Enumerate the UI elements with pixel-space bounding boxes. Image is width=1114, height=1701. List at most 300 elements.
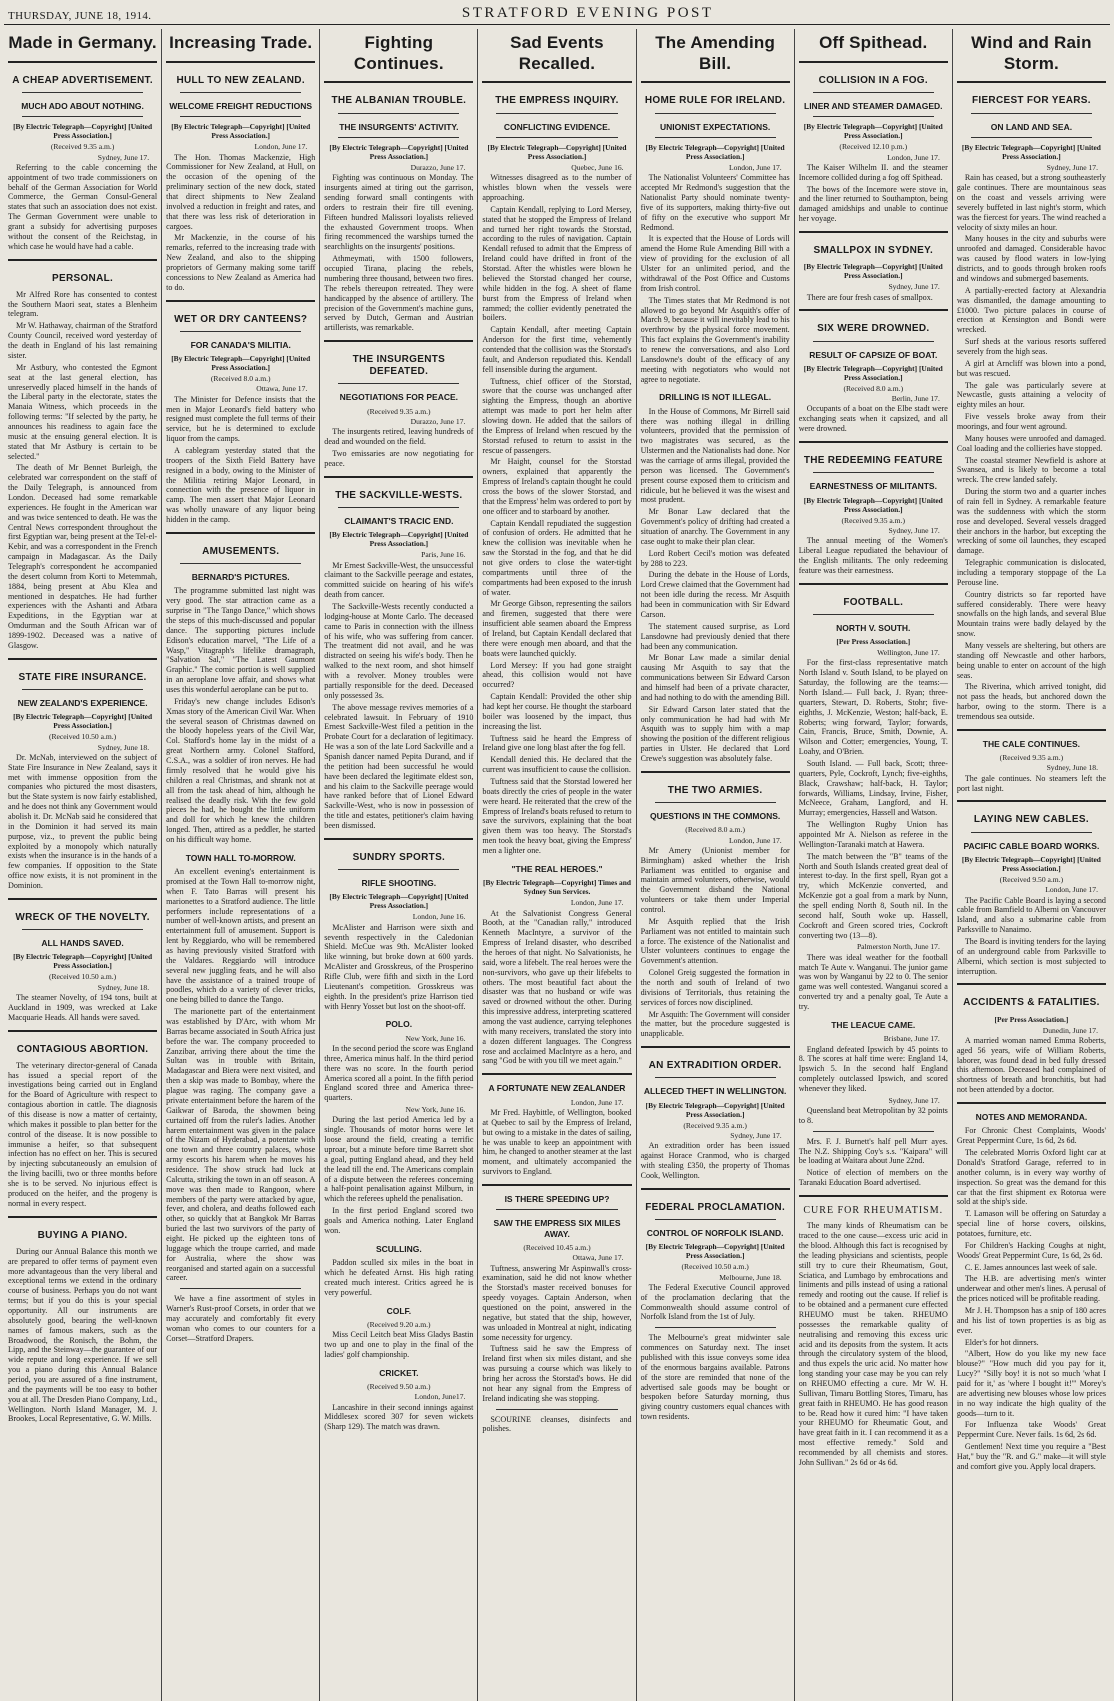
paragraph: Mr Amery (Unionist member for Birmingham) asked whether the Irish Parliament was entitled to organise and maintain armed volunteers, otherwise, would the Government disband the National volunteers or take them under Imperial control. — [640, 845, 790, 915]
subhead: NOTES AND MEMORANDA. — [975, 1112, 1088, 1123]
subhead: POLO. — [385, 1019, 413, 1030]
divider — [957, 729, 1106, 731]
paragraph: Fighting was continuous on Monday. The insurgents aimed at tiring out the garrison, sending forward small contingents with orders to restrain their fire till evening. Fifteen hundred Malissori loyalists relieved the exhausted Government troops. When firing recommenced the warships turned the searchlights on the insurgents' positions. — [324, 173, 474, 252]
divider — [180, 331, 301, 332]
credit-line: [By Electric Telegraph—Copyright] [United Press Association.] — [803, 122, 943, 141]
dateline: Palmerston North, June 17. — [856, 942, 940, 952]
paragraph: Witnesses disagreed as to the number of whistles blown when the vessels were approaching. — [482, 173, 632, 203]
paragraph: Occupants of a boat on the Elbe stadt were exchanging seats when it capsized, and all were drowned. — [798, 404, 948, 434]
subhead: ALLECED THEFT IN WELLINGTON. — [643, 1086, 787, 1097]
credit-line: [By Electric Telegraph—Copyright] [United Press Association.] — [645, 1242, 785, 1261]
paragraph: Sir Edward Carson later stated that the only communication he had had with Mr Asquith was to supply him with a map showing the position of the different religious parties in Ulster. He declared that Lord Crewe's suggestion was absolutely false. — [640, 704, 790, 763]
divider — [482, 81, 631, 83]
subhead: NEGOTIATIONS FOR PEACE. — [339, 392, 459, 403]
paragraph: Tuftness said he heard the Empress of Ireland give one long blast after the fog fell. — [482, 733, 632, 753]
subhead: THE CALE CONTINUES. — [982, 738, 1081, 749]
paragraph: England defeated Ipswich by 45 points to 8. The scores at half time were: England 14, Ipswich 5. In the second half England completely outclassed Ipswich, and scored whenever they liked. — [798, 1044, 948, 1093]
divider — [799, 583, 948, 585]
subhead: ALL HANDS SAVED. — [41, 938, 124, 949]
divider — [180, 92, 301, 93]
paragraph: It is expected that the House of Lords will amend the Home Rule Amending Bill with a view of providing for the exclusion of all Ulster for an unlimited period, and the withdrawal of the Post Office and Customs from Irish control. — [640, 234, 790, 293]
subhead: BERNARD'S PICTURES. — [191, 572, 290, 583]
headline: Wind and Rain Storm. — [971, 33, 1092, 73]
subhead: HOME RULE FOR IRELAND. — [644, 95, 786, 107]
divider — [655, 1219, 776, 1220]
dateline: London, June 16. — [412, 912, 466, 922]
paragraph: Notice of election of members on the Taranaki Education Board advertised. — [798, 1168, 948, 1188]
column-made-in-germany — [4, 29, 162, 1701]
paragraph: The coastal steamer Newfield is ashore at Swansea, and is likely to become a total wreck. The crew landed safely. — [956, 455, 1106, 485]
subhead: COLLISION IN A FOG. — [818, 74, 928, 86]
subhead: CONTAGIOUS ABORTION. — [16, 1043, 149, 1055]
subhead: BUYING A PIANO. — [37, 1229, 128, 1241]
dateline: Quebec, June 16. — [571, 163, 624, 173]
dateline: Durazzo, June 17. — [410, 417, 466, 427]
paragraph: The programme submitted last night was very good. The star attraction came as a surprise in "The Tango Dance," which shows the steps of this much-discussed and popular dance. The supporting pictures include Edison's education marvel, "The Life of a Wasp," Vitagraph's lifelike dramagraph, "Salvation Sal," "The Latest Gaumont Graphic." The comic portion is well supplied in an aeroplane love affair, and shows what uses this wonderful aeroplane can be put to. — [166, 586, 316, 695]
subhead: THE SACKVILLE-WESTS. — [335, 489, 463, 501]
subhead: THE TWO ARMIES. — [667, 784, 763, 796]
paragraph: Tuftness said that the Storstad lowered her boats directly the cries of people in the water were heard. He reiterated that the crew of the Empress of Ireland's boats refused to return to save the survivors, explaining that the boat given them was too heavy. The Storstad's men took the heavy boat, giving the Empress' men a lighter one. — [482, 777, 632, 856]
divider — [180, 116, 301, 117]
subhead: SIX WERE DROWNED. — [817, 323, 930, 335]
paragraph: Mr W. Hathaway, chairman of the Stratford County Council, received word yesterday of the death in England of his last remaining sister. — [8, 321, 158, 360]
paragraph: Captain Kendall, replying to Lord Mersey, stated that he stopped the Empress of Ireland and turned her right towards the Storstad, according to the rules of navigation. Captain Kendall refused to admit that the Empress of Ireland could have drifted in front of the Storstad. After the whistles were blown he believed the Storstad changed her course, while hidden in the fog. A sheet of flame burst from the Empress of Ireland when rammed; the collier evidently penetrated the boilers. — [482, 204, 632, 323]
divider — [22, 92, 143, 93]
received-line: (Received 10.50 a.m.) — [48, 972, 117, 982]
paragraph: There are four fresh cases of smallpox. — [806, 292, 933, 302]
paragraph: During the debate in the House of Lords, Lord Crewe claimed that the Government had not been idle during the recess. Mr Asquith had been in communication with Sir Edward Carson. — [640, 570, 790, 619]
received-line: (Received 9.35 a.m.) — [999, 753, 1064, 763]
paragraph: The Kaiser Wilhelm II. and the steamer Incemore collided during a fog off Spithead. — [798, 162, 948, 182]
divider — [655, 802, 776, 803]
paragraph: Many vessels are sheltering, but others are standing off Newcastle and other harbors, being unable to enter on account of the high seas. — [956, 641, 1106, 680]
divider — [957, 983, 1106, 985]
subhead: WET OR DRY CANTEENS? — [174, 313, 308, 325]
divider — [8, 1030, 157, 1032]
paragraph: In the first period England scored two goals and America nothing. Later England won. — [324, 1206, 474, 1235]
subhead: PACIFIC CABLE BOARD WORKS. — [963, 840, 1100, 851]
paragraph: Mr J. H. Thompson has a snip of 180 acres and his list of town properties is as big as ever. — [956, 1306, 1106, 1335]
dateline: Brisbane, June 17. — [883, 1034, 940, 1044]
credit-line: [By Electric Telegraph—Copyright] Times and Sydney Sun Services. — [483, 878, 631, 897]
paragraph: Mr Bonar Law made a similar denial causing Mr Asquith to say that the communications between Sir Edward Carson and himself had been of a private character, and had nothing to do with the amending Bill. — [640, 653, 790, 702]
subhead: NEW ZEALAND'S EXPERIENCE. — [17, 697, 148, 708]
divider — [799, 61, 948, 63]
credit-line: [By Electric Telegraph—Copyright] [United Press Association.] — [803, 495, 943, 514]
paragraph: Friday's new change includes Edison's Xmas story of the American Civil War. When the several season of Christmas dawned on the bloody hopeless years of the Civil War, Col. Stafford's home lay in the midst of a great Northern army. Colonel Stafford, C.S.A., was a soldier of iron nerves. He had firmly resolved that he would give his children a real Christmas, and shrank not at all from the task ahead of him, although he realised the deadly risk. With the few gold pieces he had, he bought the little uniform and doll for which he knew the children longed. Then, attired as a peddler, he started on his difficult way home. — [166, 696, 316, 844]
paragraph: Colonel Greig suggested the formation in the north and south of Ireland of two divisions of Territorials, thus retaining the services of forces now disciplined. — [640, 968, 790, 1007]
dateline: Dunedin, June 17. — [1042, 1025, 1098, 1035]
paragraph: South Island. — Full back, Scott; three-quarters, Pyle, Cockroft, Lynch; five-eighths, Black, Crawshaw; half-back, H. Taylor; forwards, Williams, Lindsay, Irvine, Fisher, McNeece, Graham, Langford, and H. Murray; emergencies, Hassell and Watson. — [798, 759, 948, 818]
divider — [655, 1327, 776, 1328]
paragraph: Miss Cecil Leitch beat Miss Gladys Bastin two up and one to play in the final of the ladies' golf championship. — [324, 1330, 474, 1359]
divider — [799, 441, 948, 443]
divider — [180, 563, 301, 564]
subhead: CONTROL OF NORFOLK ISLAND. — [646, 1227, 784, 1238]
paragraph: The Sackville-Wests recently conducted a lodging-house at Monte Carlo. The deceased came to Paris in connection with the illness of his wife, who was suffering from cancer. The treatment did not avail, and he was distracted on seeing his wife's body. Then he walked to the next room, and shot himself with a revolver. Money troubles were partially responsible for the deed. Deceased only possessed 3s. — [324, 602, 474, 700]
headline: Fighting Continues. — [353, 33, 444, 73]
divider — [813, 92, 934, 93]
divider — [22, 689, 143, 690]
paragraph: Many houses were unroofed and damaged. Coal loading and the collieries have stopped. — [956, 433, 1106, 453]
paragraph: The Minister for Defence insists that the men in Major Leonard's field battery who resigned must complete the full terms of their service, but he is determined to exclude liquor from the camps. — [166, 394, 316, 444]
received-line: (Received 12.10 p.m.) — [839, 142, 908, 152]
subhead: ACCIDENTS & FATALITIES. — [963, 997, 1100, 1009]
paragraph: The Pacific Cable Board is laying a second cable from Bamfield to Alberni on Vancouver Island, and also a submarine cable from Parksville to Nanaimo. — [956, 895, 1106, 935]
paragraph: The bows of the Incemore were stove in, and the liner returned to Southampton, being damaged amidships and unable to continue her voyage. — [798, 184, 948, 224]
paragraph: The Wellington Rugby Union has appointed Mr A. Nielson as referee in the Wellington-Taranaki match at Hawera. — [798, 820, 948, 849]
divider — [971, 137, 1092, 138]
paragraph: The annual meeting of the Women's Liberal League repudiated the behaviour of the English militants. The only redeeming feature was their earnestness. — [798, 536, 948, 575]
paragraph: T. Lamason will be offering on Saturday a special line of horse covers, oilskins, potatoes, furniture, etc. — [956, 1209, 1106, 1239]
subhead: DRILLING IS NOT ILLEGAL. — [659, 392, 772, 403]
paragraph: The gale continues. No steamers left the port last night. — [956, 773, 1106, 793]
credit-line: [By Electric Telegraph—Copyright] [United Press Association.] — [803, 262, 943, 281]
paragraph: The celebrated Morris Oxford light car at Donald's Stratford Garage, referred to in another column, is in every way worthy of inspection. So great was the demand for this car that the first shipment ex Rotorua were sold at the ship's side. — [956, 1148, 1106, 1207]
dateline: New York, June 16. — [405, 1033, 466, 1043]
paragraph: At the Salvationist Congress General Booth, at the "Canadian rally," introduced Kenneth MacIntyre, a survivor of the Empress of Ireland disaster, who described the heroes of that night. No Salvationists, he said, wore a lifebelt. The real heroes were the non-survivors, who gave up their lifebelts to others. The most beautiful fact about the disaster was that no husband or wife was saved or drowned without the other. During this impressive address, interpreting scattered among the vast audience, carrying telephones with many receivers, translated the story into a dozen different languages. The Congress rose and acclaimed MacIntyre as a hero, and sang "God be with you till we meet again." — [482, 908, 632, 1066]
dateline: Ottawa, June 17. — [256, 384, 308, 394]
received-line: (Received 10.50 a.m.) — [48, 732, 117, 742]
divider — [799, 1195, 948, 1197]
paragraph: The H.B. are advertising men's winter underwear and other men's lines. A perusal of the prices noticed will be profitable reading. — [956, 1274, 1106, 1304]
subhead: RIFLE SHOOTING. — [361, 878, 437, 888]
divider — [957, 1102, 1106, 1104]
paragraph: The Hon. Thomas Mackenzie, High Commissioner for New Zealand, at Hull, on the occasion of the opening of the preliminary section of the new dock, stated that direct shipments to New Zealand involved a reduction in freight and rates, and that there was less risk of deterioration in cargoes. — [166, 152, 316, 231]
dateline: London, June 17. — [1045, 885, 1098, 895]
column-amending-bill — [637, 29, 795, 1701]
paragraph: A girl at Arncliff was blown into a pond, but was rescued. — [956, 358, 1106, 378]
divider — [22, 929, 143, 930]
dateline: London, June 17. — [728, 835, 782, 845]
paragraph: Lancashire in their second innings against Middlesex scored 307 for seven wickets (Sharp 129). The match was drawn. — [324, 1402, 474, 1432]
subhead: AMUSEMENTS. — [202, 545, 280, 557]
dateline: New York, June 16. — [405, 1105, 466, 1115]
masthead-date: THURSDAY, JUNE 18, 1914. — [8, 10, 152, 22]
dateline: London, June 17. — [887, 152, 940, 162]
paragraph: We have a fine assortment of styles in Warner's Rust-proof Corsets, in order that we may accurately and comfortably fit every woman who comes to our counters for a Corset—Stratford Drapers. — [166, 1294, 316, 1343]
subhead: THE REDEEMING FEATURE — [803, 455, 943, 467]
subhead: TOWN HALL TO-MORROW. — [185, 852, 296, 863]
divider — [8, 898, 157, 900]
subhead: RESULT OF CAPSIZE OF BOAT. — [809, 349, 938, 360]
divider — [482, 1184, 631, 1186]
paragraph: Mr Astbury, who contested the Egmont seat at the last general election, has unreservedly placed himself in the hands of the Liberal party in the electorate, states the Manaia Witness, which proceeds in the following terms: "If selected by the party, he announces his readiness to again face the music at the ensuing general election. It is stated that Mr Astbury is certain to be selected." — [8, 362, 158, 461]
paragraph: During the storm two and a quarter inches of rain fell in Sydney. A remarkable feature was the suddenness with which the storm rose and developed. Several vessels dragged their anchors in the harbor, but excepting the wrecking of some oil launches, they escaped damage. — [956, 487, 1106, 556]
subhead: WELCOME FREIGHT REDUCTIONS — [169, 100, 313, 111]
subhead: LINER AND STEAMER DAMAGED. — [804, 100, 943, 111]
received-line: (Received 8.0 a.m.) — [843, 383, 904, 393]
paragraph: Five vessels broke away from their moorings, and four went aground. — [956, 412, 1106, 431]
masthead-title: STRATFORD EVENING POST — [461, 5, 714, 21]
dateline: Sydney, June 17. — [97, 152, 150, 162]
paragraph: For Children's Hacking Coughs at night, Woods' Great Peppermint Cure, 1s 6d, 2s 6d. — [956, 1240, 1106, 1260]
paragraph: Paddon sculled six miles in the boat in which he defeated Arnst. His high rating created much interest. Critics agreed he is very powerful. — [324, 1258, 474, 1297]
dateline: London, June17. — [414, 1392, 466, 1402]
column-off-spithead — [795, 29, 953, 1701]
credit-line: [Per Press Association.] — [836, 637, 911, 647]
divider — [496, 1209, 617, 1210]
divider — [166, 61, 315, 63]
subhead: FOOTBALL. — [843, 596, 904, 608]
dateline: Melbourne, June 18. — [719, 1272, 782, 1282]
subhead: THE INSURGENTS DEFEATED. — [352, 354, 446, 378]
divider — [813, 116, 934, 117]
paragraph: The match between the "B" teams of the North and South Islands created great deal of interest to-day. In the first spell, Ryan got a try, which McKenzie converted, and McKenzie got a goal from a mark by Nunn, the spell ending North 8, South nil. In the second half, South woke up. Hassell, Cockroft and Green scored tries, Cockroft converting two (13—8). — [798, 851, 948, 940]
paragraph: Mr Bonar Law declared that the Government's policy of drifting had created a situation of anarchy. The Government in any case ought to make their plan clear. — [640, 507, 790, 546]
paragraph: The death of Mr Bennet Burleigh, the celebrated war correspondent on the staff of the Daily Telegraph, is announced from London. Deceased had some remarkable experiences. He fought in the American war and was twice sentenced to death. He was the Central News correspondent throughout the first Egyptian war, being present at the Tel-el-Kebir, and was a correspondent in the French campaign in Madagascar. As the Daily Telegraph's correspondent he accompanied the desert column from Korti to Metemmah, 1884, being present at Abu Klea and mentioned in despatches. He had further experiences with the Ashanti and Atbara Expeditions, in the Egyptian war at Omdurman and the South African war of 1899-1902. Deceased was a native of Glasgow. — [8, 463, 158, 650]
divider — [8, 1216, 157, 1218]
credit-line: [By Electric Telegraph—Copyright] [United Press Association.] — [645, 143, 785, 162]
received-line: (Received 9.35 a.m.) — [683, 1120, 747, 1130]
subhead: QUESTIONS IN THE COMMONS. — [649, 811, 781, 821]
divider — [655, 137, 776, 138]
masthead — [4, 0, 1110, 25]
dateline: Ottawa, June 17. — [572, 1253, 624, 1263]
divider — [338, 137, 459, 138]
paragraph: Surf sheds at the various resorts suffered severely from the high seas. — [956, 337, 1106, 356]
dateline: Sydney, June 17. — [730, 1131, 782, 1141]
paragraph: Gentlemen! Next time you require a "Best Hat," buy the "R. and G." make—it will style and comfort give you. Apply local drapers. — [956, 1442, 1106, 1471]
columns — [4, 29, 1110, 1701]
paragraph: Mr Haight, counsel for the Storstad owners, explained that apparently the Empress of Ireland's captain thought he could cross the bows of the slower Storstad, and that the Empress' helm was ordered to port by one officer and to starboard by another. — [482, 457, 632, 516]
subhead: THE INSURGENTS' ACTIVITY. — [339, 121, 459, 132]
subhead: PERSONAL. — [52, 272, 114, 284]
subhead: FEDERAL PROCLAMATION. — [645, 1201, 786, 1213]
divider — [338, 869, 459, 870]
paragraph: In the House of Commons, Mr Birrell said there was nothing illegal in drilling volunteers, provided that the permission of two magistrates was secured, as the Ulstermen and the Nationalists had done. Nor was the carriage of arms illegal, provided the person was licensed. The Government's present course exposed them to criticism and ridicule, but he believed it was the wisest and most prudent. — [640, 406, 790, 505]
paragraph: McAlister and Harrison were sixth and seventh respectively in the Caledonian Shield. McCue was 9th. McAlister looked like winning, but broke down at 600 yards. McAlister and Grosskreus, of the Prosperino Rifle Club, were fifth and sixth in the Lord Lieutenant's competition. Grosskreus was eighth. In the president's prize Harrison tied with Henry Yosset but lost on the shoot-off. — [324, 922, 474, 1011]
divider — [166, 300, 315, 302]
paragraph: A cablegram yesterday stated that the troopers of the Sixth Field Battery have resigned in a body, owing to the Minister of the Militia retiring Major Leonard, in connection with the presence of liquor in camp. The men assert that Major Leonard was wholly unaware of any liquor being hidden in the camp. — [166, 446, 316, 525]
dateline: Sydney, June 17. — [1046, 163, 1098, 173]
subhead: CURE FOR RHEUMATISM. — [803, 1205, 944, 1217]
paragraph: Country districts so far reported have suffered considerably. There were heavy snowfalls on the high lands, and several Blue Mountain trains were badly delayed by the snow. — [956, 589, 1106, 639]
divider — [799, 309, 948, 311]
credit-line: [By Electric Telegraph—Copyright] [United Press Association.] — [329, 892, 469, 911]
divider — [324, 838, 473, 840]
subhead: "THE REAL HEROES." — [511, 863, 603, 874]
subhead: MUCH ADO ABOUT NOTHING. — [21, 100, 144, 111]
received-line: (Received 8.0 a.m.) — [685, 825, 745, 835]
subhead: SAW THE EMPRESS SIX MILES AWAY. — [493, 1218, 621, 1239]
headline: Made in Germany. — [8, 33, 157, 52]
paragraph: Mr Asquith replied that the Irish Parliament was not entitled to maintain such a force. The existence of the Nationalist and Ulster volunteers continues to engage the Government's attention. — [640, 916, 790, 966]
divider — [496, 1409, 617, 1410]
paragraph: An excellent evening's entertainment is promised at the Town Hall to-morrow night, when F. Tato Barras will present his marionettes to a Stratford audience. The little performers include representations of a number of well-known artists, and present an entertainment full of amusement. Support is lent by Reggiardo, who will be remembered as having previously visited Stratford with the Valdares. Reggiardo will introduce several new juggling feats, and he will also have the assistance of a trained troupe of poodles, which do a variety of clever tricks, one being billed to dance the Tango. — [166, 867, 316, 1005]
subhead: THE LEACUE CAME. — [831, 1019, 916, 1030]
subhead: CLAIMANT'S TRACIC END. — [344, 515, 454, 526]
received-line: (Received 9.50 a.m.) — [999, 875, 1064, 885]
dateline: Wellington, June 17. — [877, 648, 940, 658]
divider — [957, 800, 1106, 802]
column-wind-and-rain-storm — [953, 29, 1110, 1701]
paragraph: Referring to the cable concerning the appointment of two trade commissioners on behalf of the German Association for World Commerce, the German Consul-General states that such an association does not exist. The German Government were unable to grant a subsidy for advertising purposes without the consent of the Reichstag, in which case he would have had a cable. — [8, 162, 158, 251]
paragraph: In the second period the score was England three, America minus half. In the third period there was no score. In the fourth period America scored all a point. In the fifth period England scored three and America three-quarters. — [324, 1044, 474, 1103]
subhead: FOR CANADA'S MILITIA. — [190, 339, 291, 350]
subhead: CONFLICTING EVIDENCE. — [503, 121, 611, 132]
column-fighting-continues — [320, 29, 478, 1701]
paragraph: During the last period America led by a single. Thousands of motor horns were let loose around the field, creating a terrific uproar, but a minute before time Barrett shot a goal, putting England ahead, and they held the lead till the end. The Americans complain of a dispute between the referees concerning a half-point penalisation against Milburn, in which the referees upheld the penalisation. — [324, 1115, 474, 1204]
subhead: AN EXTRADITION ORDER. — [648, 1060, 782, 1072]
received-line: (Received 10.50 a.m.) — [681, 1262, 749, 1272]
divider — [22, 116, 143, 117]
paragraph: For Influenza take Woods' Great Peppermint Cure. Never fails. 1s 6d, 2s 6d. — [956, 1420, 1106, 1440]
paragraph: The Riverina, which arrived tonight, did not pass the heads, but anchored down the harbor, owing to the storm. There is a tremendous sea outside. — [956, 682, 1106, 722]
headline: Off Spithead. — [819, 33, 928, 52]
paragraph: The gale was particularly severe at Newcastle, gusts attaining a velocity of eighty miles an hour. — [956, 380, 1106, 410]
divider — [813, 472, 934, 473]
paragraph: The steamer Novelty, of 194 tons, built at Auckland in 1909, was wrecked at Lake Macquarie Heads. All hands were saved. — [8, 992, 158, 1022]
paragraph: "Albert, How do you like my new face blouse?" "How much did you pay for it, Lucy?" "Silly boy! it is not so much 'what I paid for it,' as 'where I bought it!'" Morey's are advertising new blouses whose low prices in no way indicate the high quality of the goods—turn to it. — [956, 1349, 1106, 1418]
column-sad-events-recalled — [478, 29, 636, 1701]
paragraph: The insurgents retired, leaving hundreds of dead and wounded on the field. — [324, 427, 474, 447]
credit-line: [By Electric Telegraph—Copyright] [United Press Association.] — [961, 143, 1101, 162]
paragraph: Captain Kendall, after meeting Captain Anderson for the first time, vehemently contended that the collision was the Storstad's fault, and Anderson repudiated this. Kendall fell insensible during the argument. — [482, 325, 632, 374]
paragraph: A married woman named Emma Roberts, aged 56 years, wife of William Roberts, laborer, was found dead in bed fully dressed this afternoon. Deceased had complained of shortness of breath and bronchitis, but had not been attended by a doctor. — [956, 1035, 1106, 1095]
paragraph: The many kinds of Rheumatism can be traced to the one cause—excess uric acid in the blood. Although this fact is recognised by the leading physicians and scientists, people still try to cure their Rheumatism, Gout, Sciatica, and Lumbago by embrocations and liniments and pills instead of using a rational remedy and rooting out the cause. If relief is to be obtained and a permanent cure effected RHEUMO must be taken. RHEUMO possesses the remarkable quality of neutralising and removing this excess uric acid and its deposits from the system. It acts through the circulatory system of the blood, and thus expels the uric acid. No matter how long standing your case may be you can rely on RHEUMO effecting a cure. Mr W. H. Sullivan, Timaru Bottling Stores, Timaru, has great faith in RHEUMO. He has good reason to be. Read how it cured him: "I have taken your RHEUMO for Rheumatic Gout, and have great faith in it. I can recommend it as a most effective remedy." Sold and recommended by all chemists and stores. John Sullivan." 2s 6d or 4s 6d. — [798, 1221, 948, 1467]
paragraph: For the first-class representative match North Island v. South Island, to be played on Saturday, the following are the teams:—North Island.— Full back, J. Ryan; three-quarters, Stewart, D. Roberts, Stohr; five-eighths, J. McKenzie, Weston; half-back, E. Roberts; wing forward, Taylor; forwards, Cain, Francis, Bruce, Smith, Downie, A. Wilson and Cotter; emergencies, Young, T. Loahy, and O'Brien. — [798, 658, 948, 757]
credit-line: [By Electric Telegraph—Copyright] [United Press Association.] — [171, 122, 311, 141]
subhead: EARNESTNESS OF MILITANTS. — [809, 481, 937, 492]
credit-line: [By Electric Telegraph—Copyright] [United Press Association.] — [13, 122, 153, 141]
divider — [655, 113, 776, 114]
credit-line: [By Electric Telegraph—Copyright] [United Press Association.] — [329, 530, 469, 549]
dateline: Sydney, June 17. — [888, 525, 940, 535]
dateline: London, June 17. — [254, 142, 308, 152]
paragraph: The Board is inviting tenders for the laying of an underground cable from Parksville to Alberni, which section is most subjected to interruption. — [956, 937, 1106, 976]
column-increasing-trade — [162, 29, 320, 1701]
paragraph: Tuftness, answering Mr Aspinwall's cross-examination, said he did not know whether the Storstad's master received bonuses for speedy voyages. Captain Anderson, when questioned on the point, answered in the negative, but stated that the ship, however, was unloaded in Montreal at night, indicating some necessity for urgency. — [482, 1263, 632, 1342]
paragraph: Telegraphic communication is dislocated, including a temporary stoppage of the La Perouse line. — [956, 558, 1106, 587]
paragraph: Two emissaries are now negotiating for peace. — [324, 449, 474, 468]
paragraph: During our Annual Balance this month we are prepared to offer terms of payment even more advantageous than the very liberal and exceptional terms we extend in the ordinary course of business. Perhaps you do not want terms; but if you do this is your special opportunity. All our instruments are absolutely good, bearing the well-known names of famous makers, such as the Broadwood, the Ronisch, the Bohm, the Lipp, and the Steinway—the guarantee of our wide repute and long experience. If we sell you a piano during this Annual Balance period, you are assured of a fine instrument, and the payments will be too easy to bother you at all. The Dresden Piano Company, Ltd., Wellington. North Island Manager, M. J. Brookes, Local Representative, G. W. Mills. — [8, 1246, 158, 1424]
paragraph: SCOURINE cleanses, disinfects and polishes. — [482, 1414, 632, 1434]
subhead: A CHEAP ADVERTISEMENT. — [12, 74, 153, 86]
credit-line: [By Electric Telegraph—Copyright] [United Press Association.] — [645, 1100, 785, 1119]
dateline: Paris, June 16. — [421, 550, 466, 560]
subhead: IS THERE SPEEDING UP? — [504, 1193, 610, 1204]
subhead: FIERCEST FOR YEARS. — [971, 95, 1091, 107]
dateline: Sydney, June 18. — [1046, 763, 1098, 773]
paragraph: Mr Mackenzie, in the course of his remarks, referred to the increasing trade with New Zealand, and also to the shipping proprietors of Germany making some tariff concessions to New Zealand as America had to do. — [166, 233, 316, 292]
subhead: NORTH V. SOUTH. — [836, 622, 911, 633]
paragraph: An extradition order has been issued against Horace Cranmod, who is charged with stealing £350, the property of Thomas Cook, Wellington. — [640, 1141, 790, 1180]
credit-line: [By Electric Telegraph—Copyright] [United Press Association.] — [329, 143, 469, 162]
divider — [971, 113, 1092, 114]
paragraph: Captain Kendall: Provided the other ship had kept her course. He thought the starboard boiler was loosened by the impact, thus increasing the list. — [482, 692, 632, 731]
divider — [324, 81, 473, 83]
paragraph: For Chronic Chest Complaints, Woods' Great Peppermint Cure, 1s 6d, 2s 6d. — [956, 1126, 1106, 1146]
paragraph: Mr Fred. Haybittle, of Wellington, booked at Quebec to sail by the Empress of Ireland, but owing to a mistake in the dates of sailing, he was unable to keep an appointment with him, he changed to another steamer at the last moment, and ultimately accompanied the survivors to England. — [482, 1107, 632, 1177]
paragraph: C. E. James announces last week of sale. — [964, 1262, 1098, 1272]
paragraph: Mr Alfred Rore has consented to contest the Southern Maori seat, states a Blenheim telegram. — [8, 289, 158, 319]
headline: The Amending Bill. — [655, 33, 776, 73]
paragraph: The Nationalist Volunteers' Committee has accepted Mr Redmond's suggestion that the Nationalist Party should nominate twenty-five of its supporters, making thirty-five out of fifty on the executive who support Mr Redmond. — [640, 173, 790, 232]
paragraph: Kendall denied this. He declared that the current was insufficient to cause the collision. — [482, 755, 632, 775]
paragraph: Mr Ernest Sackville-West, the unsuccessful claimant to the Sackville peerage and estates, committed suicide on hearing of his wife's death from cancer. — [324, 560, 474, 600]
paragraph: The statement caused surprise, as Lord Lansdowne had previously denied that there had been any communication. — [640, 621, 790, 651]
received-line: (Received 9.35 a.m.) — [50, 142, 115, 152]
paragraph: Athmeymati, with 1500 followers, occupied Tirana, placing the rebels, numbering three thousand, between two fires. The rebels thereupon retreated. They were handicapped by the absence of artillery. The precision of the Government's machine guns, served by Dutch, German and Austrian artillerists, was remarkable. — [324, 254, 474, 333]
divider — [496, 137, 617, 138]
paragraph: Queensland beat Metropolitan by 32 points to 8. — [798, 1106, 948, 1125]
subhead: LAYING NEW CABLES. — [973, 814, 1089, 826]
paragraph: Lord Robert Cecil's motion was defeated by 288 to 223. — [640, 548, 790, 568]
credit-line: [By Electric Telegraph—Copyright] [United Press Association.] — [487, 143, 627, 162]
headline: Sad Events Recalled. — [510, 33, 604, 73]
subhead: UNIONIST EXPECTATIONS. — [660, 121, 771, 132]
divider — [813, 1131, 934, 1132]
divider — [641, 1046, 790, 1048]
paragraph: Tuftness said he saw the Empress of Ireland first when six miles distant, and she was pursuing a course which was likely to bring her across the Storstad's bows. He did not hear any signal from the Empress of Ireland indicating she was stopping. — [482, 1344, 632, 1403]
divider — [482, 1073, 631, 1075]
subhead: HULL TO NEW ZEALAND. — [176, 74, 305, 86]
divider — [180, 1288, 301, 1289]
divider — [8, 61, 157, 63]
paragraph: The veterinary director-general of Canada has issued a special report of the investigations being carried out in England for the Board of Agriculture with respect to contagious abortion in cattle. The diagnosis of this disease is now a matter of certainty, which makes it possible to plan better for the control of the disease. It is now possible to immunise a heifer, so that subsequent infection has no effect on her. This is secured by injecting subcutaneously an emulsion of the living bacilli, two or three months before she is to be served. No injurious effect is produced on the heifer, and the progeny is normal in every respect. — [8, 1060, 158, 1208]
divider — [813, 614, 934, 615]
dateline: Sydney, June 18. — [97, 982, 150, 992]
subhead: SMALLPOX IN SYDNEY. — [813, 245, 934, 256]
paragraph: Tuftness, chief officer of the Storstad, swore that the course was unchanged after sighting the Empress, though an abortive attempt was made to port her helm after slowing down. He added that the sailors of the Empress of Ireland when rescued by the Storstad refused to return to assist in the rescue of passengers. — [482, 376, 632, 455]
dateline: London, June 17. — [570, 898, 624, 908]
received-line: (Received 9.20 a.m.) — [367, 1319, 431, 1329]
subhead: CRICKET. — [379, 1367, 419, 1378]
divider — [324, 476, 473, 478]
credit-line: [By Electric Telegraph—Copyright] [United Press Association.] — [803, 363, 943, 382]
dateline: Sydney, June 17. — [888, 282, 940, 292]
received-line: (Received 9.35 a.m.) — [841, 515, 905, 525]
dateline: Sydney, June 17. — [888, 1095, 940, 1105]
divider — [641, 771, 790, 773]
divider — [324, 340, 473, 342]
subhead: SCULLING. — [375, 1243, 422, 1254]
credit-line: [By Electric Telegraph—Copyright] [United Press Association.] — [13, 952, 153, 971]
divider — [813, 341, 934, 342]
dateline: London, June 17. — [728, 163, 782, 173]
dateline: Berlin, June 17. — [891, 394, 940, 404]
divider — [8, 259, 157, 261]
divider — [641, 1188, 790, 1190]
subhead: SUNDRY SPORTS. — [352, 851, 446, 863]
paragraph: Lord Mersey: If you had gone straight ahead, this collision would not have occurred? — [482, 660, 632, 690]
received-line: (Received 9.35 a.m.) — [367, 406, 431, 416]
received-line: (Received 10.45 a.m.) — [523, 1243, 591, 1253]
paragraph: The Federal Executive Council approved of the proclamation declaring that the Commonwealth should assume control of Norfolk Island from the 1st of July. — [640, 1282, 790, 1322]
paragraph: The above message revives memories of a celebrated lawsuit. In February of 1910 Ernest Sackville-West filed a petition in the Probate Court for a declaration of legitimacy. He was a son of the late Lord Sackville and a Spanish dancer named Pepita Durand, and if the petition had been successful he would have been declared the legitimate eldest son, and his claim to the Sackville peerage would have ranked before that of Lionel Edward Sackville-West, who is now in possession of the title and estates, petitioner's claim having been dismissed. — [324, 702, 474, 830]
paragraph: A partially-erected factory at Alexandria was dismantled, the damage amounting to £1000. Two picture palaces in course of erection at Kensington and Bondi were wrecked. — [956, 285, 1106, 335]
divider — [799, 231, 948, 233]
subhead: THE ALBANIAN TROUBLE. — [331, 95, 467, 107]
dateline: Durazzo, June 17. — [410, 163, 466, 173]
paragraph: There was ideal weather for the football match Te Aute v. Wanganui. The junior game was won by Wanganui by 22 to 0. The senior game was well contested. Wanganui scored a converted try and a penalty goal, Te Aute a try. — [798, 952, 948, 1012]
paragraph: Elder's for hot dinners. — [964, 1337, 1039, 1347]
credit-line: [By Electric Telegraph—Copyright] [United Press Association.] — [961, 855, 1101, 874]
received-line: (Received 9.50 a.m.) — [367, 1382, 431, 1392]
divider — [641, 81, 790, 83]
subhead: A FORTUNATE NEW ZEALANDER — [488, 1083, 626, 1094]
divider — [166, 532, 315, 534]
divider — [8, 658, 157, 660]
credit-line: [By Electric Telegraph—Copyright] [United Press Association.] — [171, 354, 311, 373]
divider — [338, 113, 459, 114]
dateline: London, June 17. — [570, 1097, 624, 1107]
paragraph: The Melbourne's great midwinter sale commences on Saturday next. The inset published with this issue conveys some idea of the enormous bargains available. Patrons of the store are reminded that none of the advertised sale goods may be bought or bespoken before Saturday morning, thus giving country customers equal chances with town residents. — [640, 1333, 790, 1422]
paragraph: The marionette part of the entertainment was established by D'Arc, with whom Mr Barras became associated in South Africa just before the war. The company proceeded to Zanzibar, arriving there about the time the Sultan was in trouble with Britain, Madagascar and Biera were next visited, and then a skip was made to Bombay, where the plague was raging. The company gave a private entertainment before the harem of the Gaikwar of Baroda, the showmen being curtained off from the ruler's ladies. Another harem entertainment was given in the palace of the Nizam of Hyderabad, a potentate with one town and three country palaces, whose army escorts his harem when he moves his residence. The show struck had luck at Calcutta, striking the town in an off season. A move was then made to Rangoon, where members of the party were attacked by ague, fever, and cholera, and deaths followed each other, so quickly that at Bangkok Mr Barras buried the last two survivors of the party of eight. He picked up the eighteen tons of luggage which the troupe carried, and made for Australia, where the show was reorganised and started again on a successful career. — [166, 1007, 316, 1283]
paragraph: Mrs. F. J. Burnett's half pell Murr ayes. The N.Z. Shipping Coy's s.s. "Kaipara" will be loading at Waitara about June 22nd. — [798, 1136, 948, 1166]
credit-line: [By Electric Telegraph—Copyright] [United Press Association.] — [13, 712, 153, 731]
